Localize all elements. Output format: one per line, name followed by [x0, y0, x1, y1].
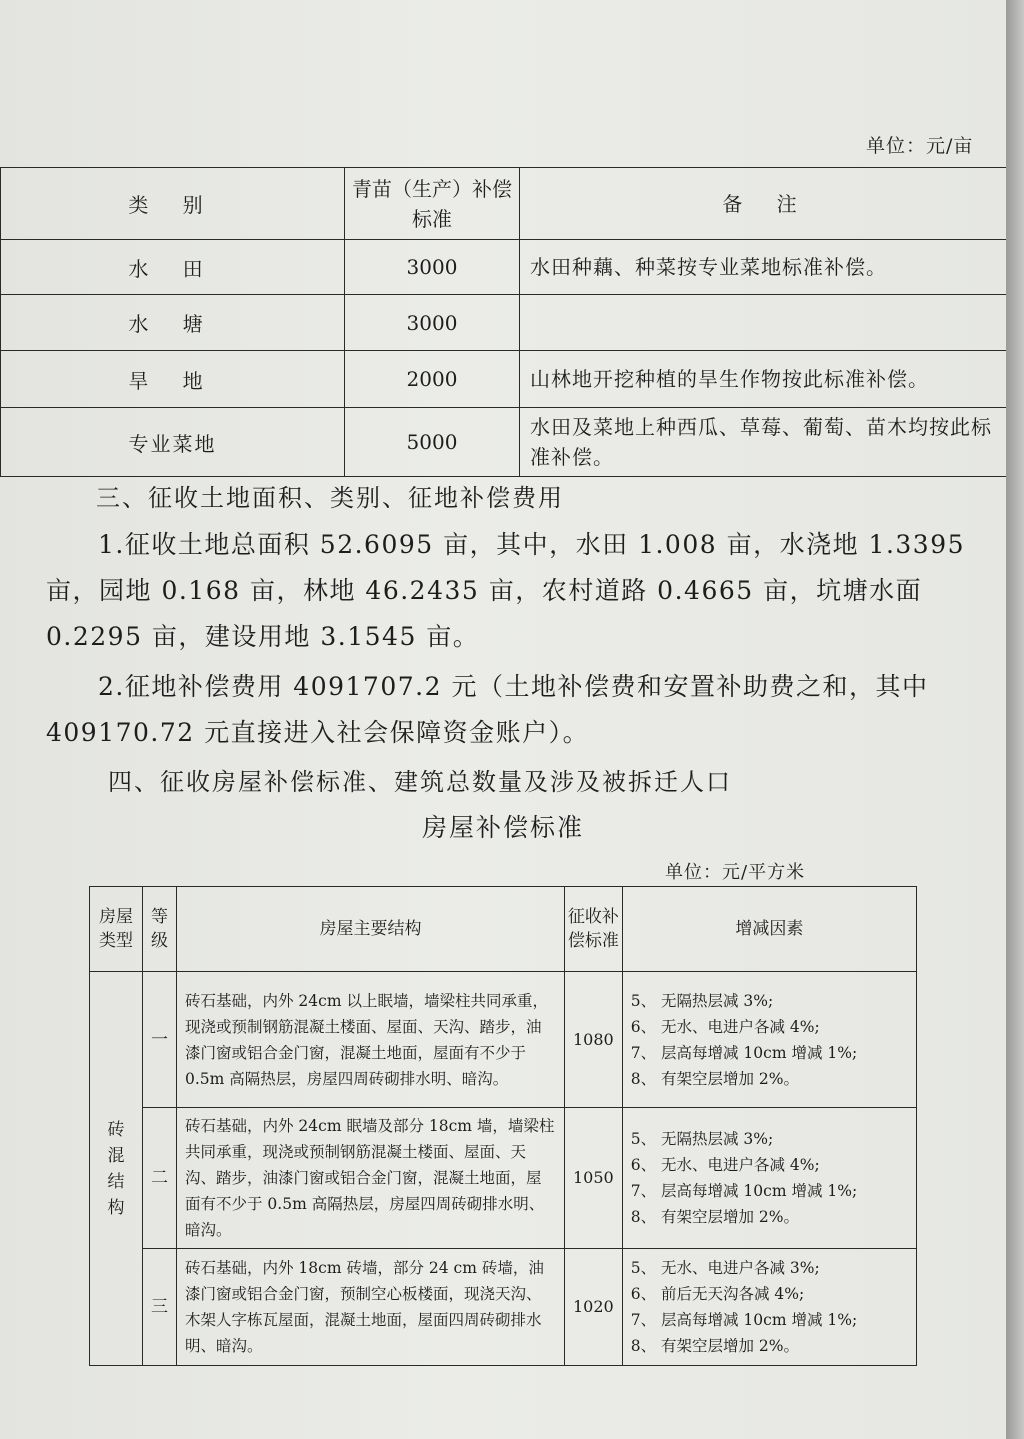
cell-factors: 5、 无水、电进户各减 3%; 6、 前后无天沟各减 4%; 7、 层高每增减 10cm 增减 1%; 8、 有架空层增加 2%。	[622, 1249, 916, 1366]
header-note: 备 注	[520, 168, 1014, 240]
cell-standard: 1080	[565, 972, 623, 1108]
page-edge-shadow	[1006, 0, 1024, 1439]
cell-factors: 5、 无隔热层减 3%; 6、 无水、电进户各减 4%; 7、 层高每增减 10cm 增减 1%; 8、 有架空层增加 2%。	[622, 1108, 916, 1249]
table-row	[1, 351, 1014, 408]
cell-grade: 二	[143, 1108, 177, 1249]
cell-standard: 1050	[565, 1108, 623, 1249]
cell-structure: 砖石基础，内外 24cm 以上眠墙，墙梁柱共同承重，现浇或预制钢筋混凝土楼面、屋面、天沟、踏步，油漆门窗或铝合金门窗，混凝土地面，屋面有不少于 0.5m 高隔热层，房屋四周砖砌排水明、暗沟。	[177, 972, 565, 1108]
header-factors: 增减因素	[622, 887, 916, 972]
table-header-row	[90, 887, 917, 972]
cell-grade: 三	[143, 1249, 177, 1366]
section4-heading: 四、征收房屋补偿标准、建筑总数量及涉及被拆迁人口	[108, 768, 732, 796]
cell-structure: 砖石基础，内外 18cm 砖墙，部分 24 cm 砖墙，油漆门窗或铝合金门窗，预制空心板楼面，现浇天沟、木架人字栋瓦屋面，混凝土地面，屋面四周砖砌排水明、暗沟。	[177, 1249, 565, 1366]
cell-standard: 1020	[565, 1249, 623, 1366]
table-row	[90, 1249, 917, 1366]
table-row	[1, 408, 1014, 477]
cell-house-type: 砖混结构	[90, 972, 143, 1366]
cell-note: 山林地开挖种植的旱生作物按此标准补偿。	[520, 351, 1014, 408]
section3-heading: 三、征收土地面积、类别、征地补偿费用	[96, 484, 564, 512]
header-standard: 青苗（生产）补偿标准	[345, 168, 520, 240]
seedling-compensation-table	[0, 167, 1014, 477]
section3-paragraph-1: 1.征收土地总面积 52.6095 亩，其中，水田 1.008 亩，水浇地 1.3395 亩，园地 0.168 亩，林地 46.2435 亩，农村道路 0.4665 亩，坑塘水面 0.2295 亩，建设用地 3.1545 亩。	[46, 530, 966, 651]
table-row	[1, 240, 1014, 295]
header-grade: 等级	[143, 887, 177, 972]
cell-standard: 3000	[345, 240, 520, 295]
cell-structure: 砖石基础，内外 24cm 眠墙及部分 18cm 墙，墙梁柱共同承重，现浇或预制钢筋混凝土楼面、屋面、天沟、踏步，油漆门窗或铝合金门窗，混凝土地面，屋面有不少于 0.5m 高隔热层，房屋四周砖砌排水明、暗沟。	[177, 1108, 565, 1249]
cell-note: 水田种藕、种菜按专业菜地标准补偿。	[520, 240, 1014, 295]
cell-category: 旱 地	[1, 351, 345, 408]
header-category: 类 别	[1, 168, 345, 240]
table1-unit: 单位：元/亩	[866, 135, 974, 157]
table-row	[90, 972, 917, 1108]
cell-note: 水田及菜地上种西瓜、草莓、葡萄、苗木均按此标准补偿。	[520, 408, 1014, 477]
header-standard: 征收补偿标准	[565, 887, 623, 972]
table2-title: 房屋补偿标准	[421, 813, 584, 842]
table-row	[90, 1108, 917, 1249]
table-header-row	[1, 168, 1014, 240]
header-house-type: 房屋类型	[90, 887, 143, 972]
header-structure: 房屋主要结构	[177, 887, 565, 972]
section3-paragraph-2: 2.征地补偿费用 4091707.2 元（土地补偿费和安置补助费之和，其中 409170.72 元直接进入社会保障资金账户）。	[46, 672, 929, 747]
cell-factors: 5、 无隔热层减 3%; 6、 无水、电进户各减 4%; 7、 层高每增减 10cm 增减 1%; 8、 有架空层增加 2%。	[622, 972, 916, 1108]
cell-category: 水 田	[1, 240, 345, 295]
cell-standard: 3000	[345, 295, 520, 351]
cell-standard: 2000	[345, 351, 520, 408]
cell-grade: 一	[143, 972, 177, 1108]
cell-note	[520, 295, 1014, 351]
cell-category: 水 塘	[1, 295, 345, 351]
cell-standard: 5000	[345, 408, 520, 477]
table-row	[1, 295, 1014, 351]
cell-category: 专业菜地	[1, 408, 345, 477]
table2-unit: 单位：元/平方米	[665, 862, 806, 883]
house-compensation-table	[89, 886, 917, 1366]
